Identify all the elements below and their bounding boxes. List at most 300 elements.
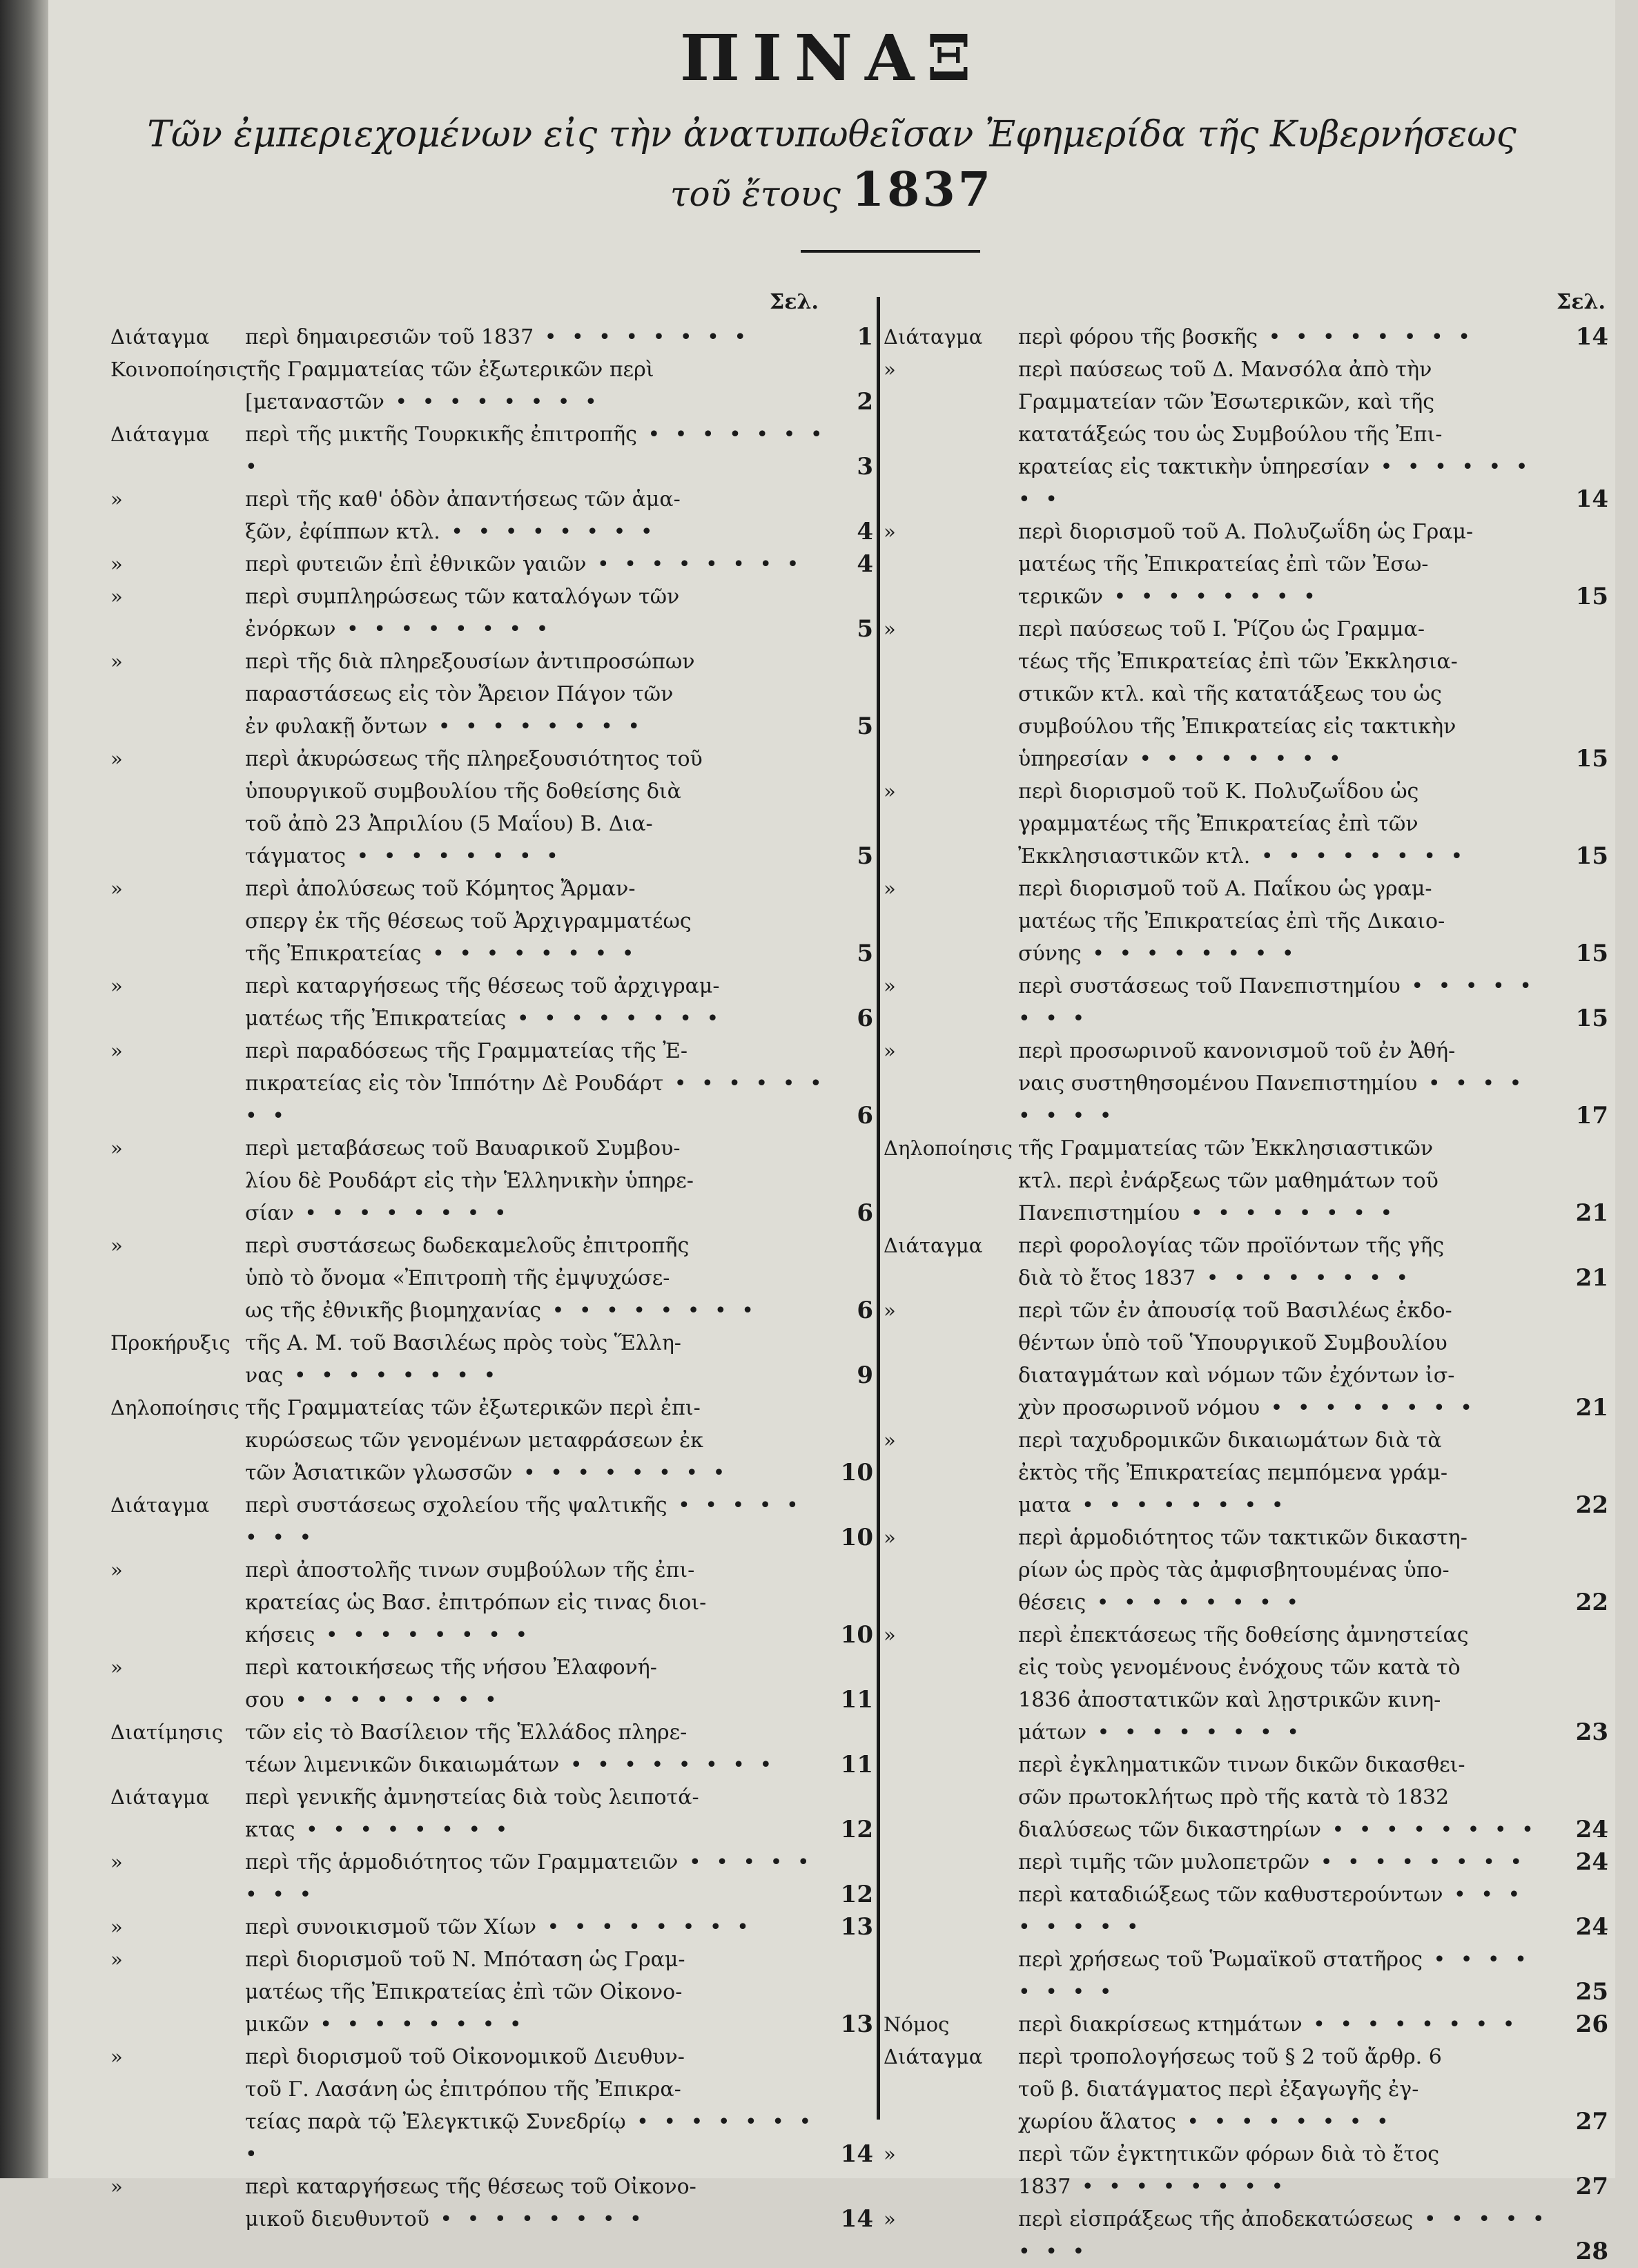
entry-line: περὶ κατοικήσεως τῆς νήσου Ἐλαφονή- [245,1656,657,1680]
entry-line: σῶν πρωτοκλήτως πρὸ τῆς κατὰ τὸ 1832 [1018,1785,1450,1810]
entry-line: τάγματος • • • [245,840,828,873]
entry-line: περὶ συστάσεως δωδεκαμελοῦς ἐπιτροπῆς [245,1234,690,1258]
entry-line: μικοῦ διευθυντοῦ • • • [245,2203,828,2236]
entry-line: διὰ τὸ ἔτος 1837 • • • [1018,1262,1550,1295]
entry-category: » [110,1656,123,1679]
entry-page-number: 2 [857,388,873,416]
entry-text [1018,775,1557,873]
entry-text [1018,353,1557,516]
entry-page-number: 15 [1575,940,1608,967]
entry-page-number: 15 [1575,1005,1608,1032]
entry-line: 1836 ἀποστατικῶν καὶ λῃστρικῶν κινη- [1018,1688,1441,1712]
entry-line: ματέως τῆς Ἐπικρατείας • • • [245,1002,828,1035]
toc-entry [110,743,873,873]
entry-text [1018,1619,1557,1749]
entry-category: Κοινοποίησις [110,358,248,381]
entry-line: περὶ χρήσεως τοῦ Ῥωμαϊκοῦ στατῆρος • • • [1018,1944,1550,2008]
toc-entry [884,2008,1608,2041]
entry-category: » [884,358,896,381]
toc-entry [110,1846,873,1911]
entry-page-number: 27 [1575,2108,1608,2135]
entry-line: παραστάσεως εἰς τὸν Ἄρειον Πάγον τῶν [245,682,674,706]
entry-line: περὶ ἁρμοδιότητος τῶν τακτικῶν δικαστη- [1018,1526,1468,1550]
entry-text [245,1554,835,1651]
entry-line: περὶ καταδιώξεως τῶν καθυστερούντων • • • [1018,1879,1550,1944]
entry-line: νας • • • [245,1359,828,1392]
toc-entry [110,1651,873,1716]
toc-entry [110,1392,873,1489]
entry-page-number: 14 [840,2205,873,2233]
toc-entry [110,2041,873,2171]
entry-line: ὑπουργικοῦ συμβουλίου τῆς δοθείσης διὰ [245,779,681,804]
entry-page-number: 21 [1575,1394,1608,1422]
toc-entry [884,1619,1608,1749]
entry-line: τῶν εἰς τὸ Βασίλειον τῆς Ἑλλάδος πληρε- [245,1721,688,1745]
entry-category: » [110,585,123,608]
entry-page-number: 22 [1575,1491,1608,1519]
entry-page-number: 26 [1575,2010,1608,2038]
entry-text [245,646,835,743]
entry-category [884,1944,1018,2008]
entry-text [245,970,835,1035]
entry-category [884,1749,1018,1846]
entry-category: » [110,487,123,511]
entry-line: περὶ διορισμοῦ τοῦ Οἰκονομικοῦ Διευθυν- [245,2045,685,2069]
entry-line: λίου δὲ Ρουδάρτ εἰς τὴν Ἑλληνικὴν ὑπηρε- [245,1169,694,1193]
entry-text [245,1327,835,1392]
toc-entry [884,1132,1608,1230]
entry-category: » [110,1558,123,1582]
entry-line: περὶ τιμῆς τῶν μυλοπετρῶν • • • [1018,1846,1550,1879]
entry-line: ξῶν, ἐφίππων κτλ. • • • [245,516,828,548]
entry-line: κυρώσεως τῶν γενομένων μεταφράσεων ἐκ [245,1428,703,1453]
entry-text [245,1651,835,1716]
toc-entry [884,1424,1608,1522]
entry-category: » [110,1039,123,1063]
entry-line: περὶ συνοικισμοῦ τῶν Χίων • • • [245,1911,828,1944]
toc-entry [110,1035,873,1132]
toc-entry [884,353,1608,516]
entry-text [245,1489,835,1554]
entry-text [245,873,835,970]
entry-page-number: 13 [840,1913,873,1941]
toc-entry [110,418,873,483]
entry-category: Διάταγμα [110,1785,210,1809]
entry-category: » [884,520,896,543]
entry-line: ματέως τῆς Ἐπικρατείας ἐπὶ τῶν Οἰκονο- [245,1980,683,2004]
entry-page-number: 23 [1575,1718,1608,1746]
entry-line: ναις συστηθησομένου Πανεπιστημίου • • • [1018,1067,1550,1132]
year: 1837 [851,162,994,217]
entry-line: τῆς Α. Μ. τοῦ Βασιλέως πρὸς τοὺς Ἕλλη- [245,1331,681,1355]
entry-text [1018,1846,1557,1879]
entry-line: ὑπὸ τὸ ὄνομα «Ἐπιτροπὴ τῆς ἐμψυχώσε- [245,1266,670,1290]
entry-text [245,1781,835,1846]
entry-text [1018,2138,1557,2203]
entry-line: εἰς τοὺς γενομένους ἐνόχους τῶν κατὰ τὸ [1018,1656,1461,1680]
entry-line: περὶ δημαιρεσιῶν τοῦ 1837 • • • [245,321,828,353]
entry-text [1018,516,1557,613]
entry-text [1018,2041,1557,2138]
entry-category: Δηλοποίησις [110,1396,240,1419]
binding-shadow [0,0,48,2178]
entry-line: τερικῶν • • • [1018,581,1550,613]
entry-text [245,353,835,418]
toc-entry [884,970,1608,1035]
entry-page-number: 10 [840,1524,873,1551]
entry-line: σου • • • [245,1684,828,1716]
entry-category [884,1846,1018,1879]
entry-line: περὶ τῆς μικτῆς Τουρκικῆς ἐπιτροπῆς • • • [245,418,828,483]
entry-page-number: 3 [857,453,873,481]
entry-page-number: 15 [1575,583,1608,610]
entry-category: » [884,1428,896,1452]
entry-line: τῆς Γραμματείας τῶν Ἐκκλησιαστικῶν [1018,1136,1434,1161]
toc-entry [110,1132,873,1230]
entry-page-number: 24 [1575,1848,1608,1876]
toc-entry [884,613,1608,775]
entry-page-number: 10 [840,1621,873,1649]
document-page [48,0,1615,2265]
toc-entry [884,516,1608,613]
entry-category: » [110,974,123,998]
entry-category: » [884,617,896,641]
entry-text [1018,2203,1557,2268]
toc-entry [884,873,1608,970]
entry-line: περὶ προσωρινοῦ κανονισμοῦ τοῦ ἐν Ἀθή- [1018,1039,1456,1063]
toc-entry [110,1554,873,1651]
entry-page-number: 5 [857,615,873,643]
entry-category: » [110,1850,123,1874]
entry-line: περὶ φόρου τῆς βοσκῆς • • • [1018,321,1550,353]
entry-line: κατατάξεώς του ὡς Συμβούλου τῆς Ἐπι- [1018,423,1443,447]
toc-entry [884,2138,1608,2203]
entry-line: περὶ γενικῆς ἀμνηστείας διὰ τοὺς λειποτά- [245,1785,699,1810]
toc-entry [110,2171,873,2236]
entry-text [1018,1944,1557,2008]
entry-page-number: 6 [857,1102,873,1130]
entry-line: ἐνόρκων • • • [245,613,828,646]
entry-line: κήσεις • • • [245,1619,828,1651]
entry-line: περὶ μεταβάσεως τοῦ Βαυαρικοῦ Συμβου- [245,1136,681,1161]
entry-category: » [110,1136,123,1160]
entry-line: σίαν • • • [245,1197,828,1230]
entry-text [245,581,835,646]
entry-line: σύνης • • • [1018,938,1550,970]
entry-line: περὶ τῶν ἐν ἀπουσίᾳ τοῦ Βασιλέως ἐκδο- [1018,1299,1452,1323]
entry-page-number: 11 [840,1686,873,1714]
entry-line: Ἐκκλησιαστικῶν κτλ. • • • [1018,840,1550,873]
entry-category: » [110,650,123,673]
entry-text [1018,970,1557,1035]
entry-line: τῆς Γραμματείας τῶν ἐξωτερικῶν περὶ [245,358,654,382]
subtitle-text: τοῦ ἔτους [670,174,841,214]
toc-entry [110,1230,873,1327]
entry-page-number: 1 [857,323,873,351]
entry-line: περὶ φορολογίας τῶν προϊόντων τῆς γῆς [1018,1234,1445,1258]
toc-entry [110,483,873,548]
entry-page-number: 6 [857,1005,873,1032]
toc-entry [110,1911,873,1944]
entry-line: τοῦ Γ. Λασάνη ὡς ἐπιτρόπου τῆς Ἐπικρα- [245,2077,681,2102]
entry-line: χωρίου ἅλατος • • • [1018,2106,1550,2138]
entry-line: περὶ συμπληρώσεως τῶν καταλόγων τῶν [245,585,680,609]
entry-line: ἐκτὸς τῆς Ἐπικρατείας πεμπόμενα γράμ- [1018,1461,1448,1485]
entry-text [245,321,835,353]
toc-entry [110,873,873,970]
entry-category: » [884,2142,896,2166]
entry-page-number: 12 [840,1816,873,1843]
entry-category: Διάταγμα [884,325,983,349]
entry-category: » [110,2045,123,2068]
entry-category: » [110,1915,123,1939]
entry-category: » [884,1039,896,1063]
toc-entry [884,2203,1608,2268]
entry-category: » [884,877,896,900]
toc-entry [110,1327,873,1392]
entry-line: τοῦ ἀπὸ 23 Ἀπριλίου (5 Μαΐου) Β. Δια- [245,812,653,836]
column-divider [877,297,880,2120]
toc-entry [110,581,873,646]
entry-category: » [110,1234,123,1257]
entry-line: Γραμματείαν τῶν Ἐσωτερικῶν, καὶ τῆς [1018,390,1435,414]
entry-page-number: 14 [1575,323,1608,351]
entry-line: περὶ εἰσπράξεως τῆς ἀποδεκατώσεως • • • [1018,2203,1550,2268]
entry-text [245,2041,835,2171]
entry-line: περὶ φυτειῶν ἐπὶ ἐθνικῶν γαιῶν • • • [245,548,828,581]
toc-entry [884,1035,1608,1132]
toc-entry [884,1295,1608,1424]
entry-line: περὶ διακρίσεως κτημάτων • • • [1018,2008,1550,2041]
entry-text [245,1132,835,1230]
entry-line: ματέως τῆς Ἐπικρατείας ἐπὶ τῶν Ἐσω- [1018,552,1429,576]
page-column-header-left: Σελ. [770,290,819,314]
entry-line: κρατείας εἰς τακτικὴν ὑπηρεσίαν • • • [1018,451,1550,516]
entry-page-number: 24 [1575,1816,1608,1843]
entry-line: ὑπηρεσίαν • • • [1018,743,1550,775]
entry-line: περὶ διορισμοῦ τοῦ Κ. Πολυζωΐδου ὡς [1018,779,1419,804]
entry-text [245,1716,835,1781]
entry-text [1018,1295,1557,1424]
entry-text [1018,2008,1557,2041]
page-title: ΠΙΝΑΞ [679,21,984,95]
entry-line: κρατείας ὡς Βασ. ἐπιτρόπων εἰς τινας διοι- [245,1591,707,1615]
entry-category: » [884,1299,896,1322]
entry-line: περὶ τῆς καθ' ὁδὸν ἀπαντήσεως τῶν ἁμα- [245,487,681,512]
entry-line: περὶ παραδόσεως τῆς Γραμματείας τῆς Ἐ- [245,1039,688,1063]
entry-line: ματα • • • [1018,1489,1550,1522]
entry-category: » [884,974,896,998]
entry-category: Διατίμησις [110,1721,223,1744]
entry-text [1018,1424,1557,1522]
entry-page-number: 17 [1575,1102,1608,1130]
toc-entry [110,353,873,418]
entry-category: Δηλοποίησις [884,1136,1013,1160]
entry-line: ματέως τῆς Ἐπικρατείας ἐπὶ τῆς Δικαιο- [1018,909,1445,933]
entry-text [1018,1749,1557,1846]
entry-line: περὶ ἐπεκτάσεως τῆς δοθείσης ἀμνηστείας [1018,1623,1469,1647]
entry-page-number: 11 [840,1751,873,1778]
entry-page-number: 9 [857,1361,873,1389]
entry-text [245,1911,835,1944]
entry-line: περὶ παύσεως τοῦ Ι. Ῥίζου ὡς Γραμμα- [1018,617,1425,641]
entry-text [1018,321,1557,353]
entry-page-number: 21 [1575,1264,1608,1292]
toc-entry [884,1522,1608,1619]
entry-page-number: 28 [1575,2238,1608,2265]
entry-line: διαλύσεως τῶν δικαστηρίων • • • [1018,1814,1550,1846]
entry-line: περὶ καταργήσεως τῆς θέσεως τοῦ ἀρχιγραμ- [245,974,720,998]
entry-line: τῶν Ἀσιατικῶν γλωσσῶν • • • [245,1457,828,1489]
entry-page-number: 22 [1575,1589,1608,1616]
toc-entry [884,1879,1608,1944]
entry-category: » [884,779,896,803]
entry-text [245,548,835,581]
entry-text [245,1392,835,1489]
subtitle-line-1: Τῶν ἐμπεριεχομένων εἰς τὴν ἀνατυπωθεῖσαν Ἐφημερίδα τῆς Κυβερνήσεως [147,114,1517,155]
entry-text [1018,1230,1557,1295]
entry-text [245,483,835,548]
entry-category: Νόμος [884,2013,950,2036]
entry-line: περὶ καταργήσεως τῆς θέσεως τοῦ Οἰκονο- [245,2175,696,2199]
entry-text [1018,613,1557,775]
entry-line: στικῶν κτλ. καὶ τῆς κατατάξεως του ὡς [1018,682,1442,706]
entry-page-number: 13 [840,2010,873,2038]
entry-page-number: 10 [840,1459,873,1486]
toc-entry [110,1781,873,1846]
right-column [884,321,1608,2268]
entry-line: περὶ παύσεως τοῦ Δ. Μανσόλα ἀπὸ τὴν [1018,358,1432,382]
entry-line: σπεργ ἐκ τῆς θέσεως τοῦ Ἀρχιγραμματέως [245,909,692,933]
toc-entry [110,548,873,581]
entry-line: περὶ τῆς ἁρμοδιότητος τῶν Γραμματειῶν • • • [245,1846,828,1911]
entry-line: τοῦ β. διατάγματος περὶ ἐξαγωγῆς ἐγ- [1018,2077,1419,2102]
entry-page-number: 12 [840,1881,873,1908]
entry-text [1018,1035,1557,1132]
toc-entry [884,321,1608,353]
entry-line: [μεταναστῶν • • • [245,386,828,418]
entry-line: τῆς Γραμματείας τῶν ἐξωτερικῶν περὶ ἐπι- [245,1396,701,1420]
entry-text [1018,1132,1557,1230]
entry-text [1018,873,1557,970]
entry-text [245,2171,835,2236]
entry-line: περὶ ἀκυρώσεως τῆς πληρεξουσιότητος τοῦ [245,747,703,771]
toc-entry [884,1230,1608,1295]
toc-entry [884,1749,1608,1846]
entry-line: περὶ διορισμοῦ τοῦ Ν. Μπόταση ὡς Γραμ- [245,1948,685,1972]
entry-line: περὶ ἀπολύσεως τοῦ Κόμητος Ἄρμαν- [245,877,636,901]
entry-line: περὶ συστάσεως τοῦ Πανεπιστημίου • • • [1018,970,1550,1035]
entry-page-number: 15 [1575,842,1608,870]
entry-page-number: 14 [1575,485,1608,513]
toc-entry [110,970,873,1035]
entry-page-number: 24 [1575,1913,1608,1941]
entry-line: θέσεις • • • [1018,1587,1550,1619]
entry-page-number: 5 [857,940,873,967]
entry-page-number: 6 [857,1199,873,1227]
entry-line: ἐν φυλακῇ ὄντων • • • [245,710,828,743]
entry-page-number: 4 [857,550,873,578]
entry-line: περὶ συστάσεως σχολείου τῆς ψαλτικῆς • • • [245,1489,828,1554]
entry-category: » [110,552,123,576]
entry-category: Διάταγμα [110,325,210,349]
entry-line: διαταγμάτων καὶ νόμων τῶν ἐχόντων ἰσ- [1018,1364,1455,1388]
entry-text [245,743,835,873]
entry-line: περὶ τῆς διὰ πληρεξουσίων ἀντιπροσώπων [245,650,695,674]
entry-category: Προκήρυξις [110,1331,231,1355]
entry-text [245,1035,835,1132]
entry-line: περὶ τροπολογήσεως τοῦ § 2 τοῦ ἄρθρ. 6 [1018,2045,1442,2069]
entry-category: » [110,877,123,900]
entry-category [884,1879,1018,1944]
entry-page-number: 15 [1575,745,1608,773]
subtitle-line-2 [48,162,1615,217]
entry-page-number: 14 [840,2140,873,2168]
entry-line: περὶ διορισμοῦ τοῦ Α. Πολυζωΐδη ὡς Γραμ- [1018,520,1474,544]
entry-category: » [884,2207,896,2231]
entry-line: μικῶν • • • [245,2008,828,2041]
entry-category: » [110,1948,123,1971]
entry-line: θέντων ὑπὸ τοῦ Ὑπουργικοῦ Συμβουλίου [1018,1331,1447,1355]
toc-entry [884,1944,1608,2008]
entry-line: πικρατείας εἰς τὸν Ἱππότην Δὲ Ρουδάρτ • • • [245,1067,828,1132]
entry-page-number: 4 [857,518,873,545]
toc-entry [110,1489,873,1554]
entry-line: ρίων ὡς πρὸς τὰς ἀμφισβητουμένας ὑπο- [1018,1558,1450,1582]
title-rule [801,250,980,253]
toc-entry [110,1944,873,2041]
toc-entry [110,321,873,353]
entry-text [1018,1879,1557,1944]
entry-line: περὶ τῶν ἐγκτητικῶν φόρων διὰ τὸ ἔτος [1018,2142,1440,2167]
toc-entry [884,1846,1608,1879]
toc-entry [110,1716,873,1781]
entry-line: γραμματέως τῆς Ἐπικρατείας ἐπὶ τῶν [1018,812,1418,836]
entry-category: Διάταγμα [110,423,210,446]
entry-line: τῆς Ἐπικρατείας • • • [245,938,828,970]
entry-page-number: 5 [857,713,873,740]
entry-line: περὶ διορισμοῦ τοῦ Α. Παΐκου ὡς γραμ- [1018,877,1432,901]
left-column [110,321,873,2236]
entry-category: » [884,1526,896,1549]
entry-line: ως τῆς ἐθνικῆς βιομηχανίας • • • [245,1295,828,1327]
toc-entry [884,775,1608,873]
entry-text [245,418,835,483]
entry-line: μάτων • • • [1018,1716,1550,1749]
entry-text [245,1944,835,2041]
toc-entry [110,646,873,743]
entry-line: Πανεπιστημίου • • • [1018,1197,1550,1230]
entry-line: χὺν προσωρινοῦ νόμου • • • [1018,1392,1550,1424]
entry-line: τέων λιμενικῶν δικαιωμάτων • • • [245,1749,828,1781]
entry-page-number: 6 [857,1297,873,1324]
entry-line: περὶ ταχυδρομικῶν δικαιωμάτων διὰ τὰ [1018,1428,1442,1453]
entry-category: » [884,1623,896,1647]
entry-text [245,1846,835,1911]
entry-text [245,1230,835,1327]
entry-page-number: 5 [857,842,873,870]
page-column-header-right: Σελ. [1557,290,1606,314]
entry-line: περὶ ἀποστολῆς τινων συμβούλων τῆς ἐπι- [245,1558,695,1582]
entry-line: τείας παρὰ τῷ Ἐλεγκτικῷ Συνεδρίῳ • • • [245,2106,828,2171]
entry-line: κτλ. περὶ ἐνάρξεως τῶν μαθημάτων τοῦ [1018,1169,1439,1193]
entry-page-number: 27 [1575,2173,1608,2200]
entry-category: » [110,747,123,770]
entry-category: Διάταγμα [884,2045,983,2068]
entry-line: συμβούλου τῆς Ἐπικρατείας εἰς τακτικὴν [1018,715,1456,739]
entry-text [1018,1522,1557,1619]
toc-entry [884,2041,1608,2138]
